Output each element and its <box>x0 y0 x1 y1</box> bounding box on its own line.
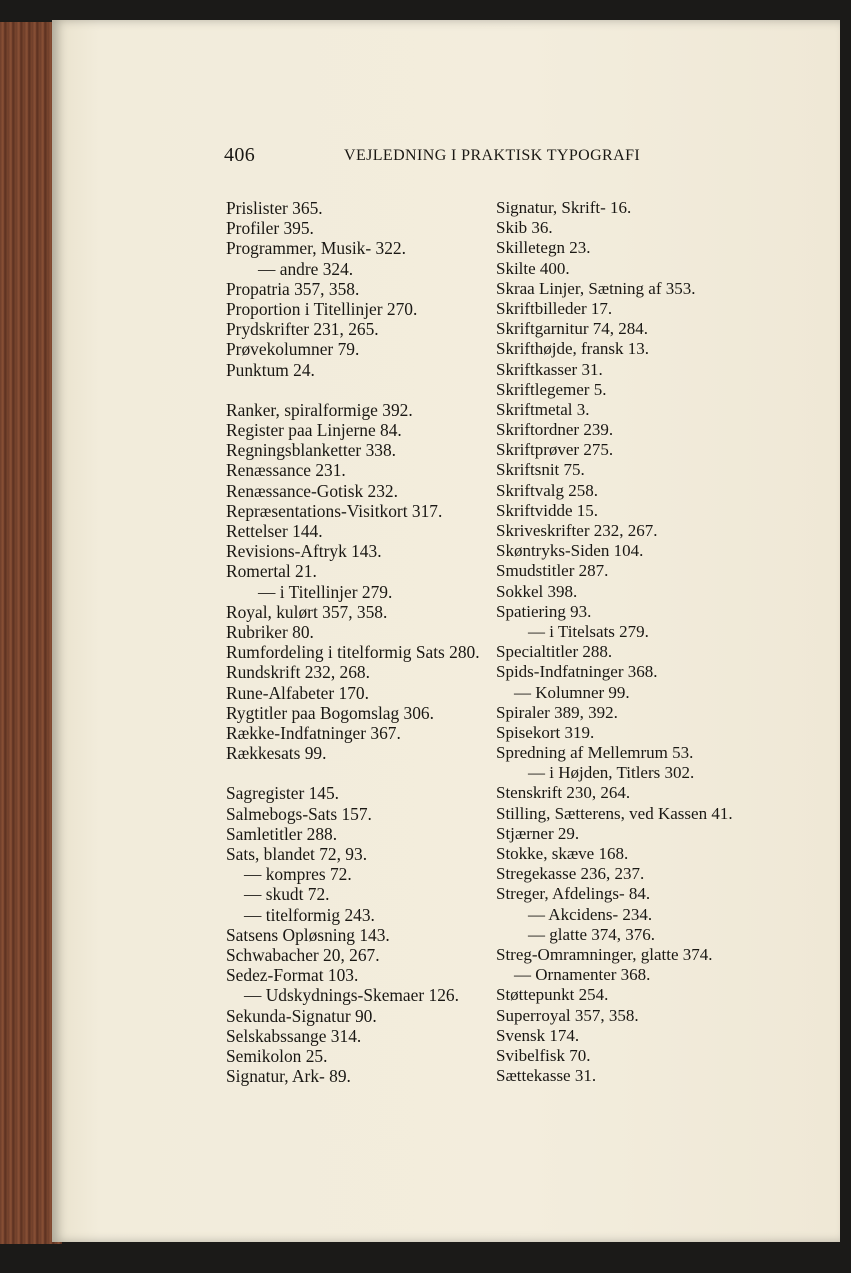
index-entry: Svensk 174. <box>496 1025 580 1045</box>
index-entry: Sedez-Format 103. <box>226 965 359 986</box>
index-entry: Semikolon 25. <box>226 1045 328 1066</box>
index-entry: Stokke, skæve 168. <box>496 844 629 863</box>
index-entry: Skib 36. <box>496 218 553 238</box>
index-entry <box>226 763 496 783</box>
index-entry: Sættekasse 31. <box>496 1066 597 1086</box>
index-entry: Svibelfisk 70. <box>496 1045 591 1065</box>
index-entry: Prydskrifter 231, 265. <box>226 319 379 340</box>
index-entry: — i Titelsats 279. <box>528 621 649 641</box>
index-column-left <box>226 198 496 1086</box>
index-entry: Repræsentations-Visitkort 317. <box>226 500 443 521</box>
index-entry: Spisekort 319. <box>496 722 595 742</box>
index-entry: Register paa Linjerne 84. <box>226 420 402 441</box>
index-entry <box>226 380 496 400</box>
index-entry: Skilletegn 23. <box>496 238 591 258</box>
index-entry: Stilling, Sætterens, ved Kassen 41. <box>496 803 733 823</box>
index-entry: — skudt 72. <box>244 884 330 905</box>
index-entry: — Kolumner 99. <box>514 682 630 702</box>
index-entry: Signatur, Skrift- 16. <box>496 198 632 217</box>
index-entry: — Ornamenter 368. <box>514 965 651 985</box>
index-entry: Propatria 357, 358. <box>226 278 360 299</box>
index-entry: Prislister 365. <box>226 198 323 218</box>
index-entry: Rune-Alfabeter 170. <box>226 682 369 703</box>
index-entry: Superroyal 357, 358. <box>496 1005 639 1025</box>
index-entry: Streger, Afdelings- 84. <box>496 884 651 904</box>
index-entry: Sekunda-Signatur 90. <box>226 1005 377 1026</box>
index-entry: Skøntryks-Siden 104. <box>496 541 644 561</box>
index-entry: Satsens Opløsning 143. <box>226 924 390 945</box>
index-entry: Rettelser 144. <box>226 521 323 541</box>
index-entry: Sagregister 145. <box>226 783 340 804</box>
index-entry: Stenskrift 230, 264. <box>496 783 631 803</box>
index-entry: Romertal 21. <box>226 561 317 582</box>
index-entry: Rækkesats 99. <box>226 743 327 764</box>
index-entry: Renæssance-Gotisk 232. <box>226 480 398 501</box>
index-entry: Sats, blandet 72, 93. <box>226 844 368 864</box>
index-entry: Skriftprøver 275. <box>496 440 614 460</box>
index-entry: Proportion i Titellinjer 270. <box>226 298 418 319</box>
index-entry: Række-Indfatninger 367. <box>226 722 401 743</box>
index-entry: Skriftvidde 15. <box>496 500 598 520</box>
index-entry: Signatur, Ark- 89. <box>226 1066 351 1087</box>
index-entry: — titelformig 243. <box>244 904 375 925</box>
index-entry: Salmebogs-Sats 157. <box>226 803 372 824</box>
index-entry: Punktum 24. <box>226 359 315 380</box>
index-entry: Skriftgarnitur 74, 284. <box>496 319 649 339</box>
index-entry: Skraa Linjer, Sætning af 353. <box>496 278 696 298</box>
index-entry: Skriftbilleder 17. <box>496 298 613 318</box>
index-entry: Spatiering 93. <box>496 601 592 621</box>
page-number: 406 <box>224 144 256 166</box>
index-entry: Profiler 395. <box>226 218 314 239</box>
index-entry: Selskabssange 314. <box>226 1025 362 1046</box>
index-entry: Støttepunkt 254. <box>496 985 609 1005</box>
index-entry: Stregekasse 236, 237. <box>496 864 645 884</box>
index-entry: Skriftvalg 258. <box>496 480 598 500</box>
index-entry: — Akcidens- 234. <box>528 904 653 924</box>
index-entry: Streg-Omramninger, glatte 374. <box>496 944 713 964</box>
index-entry: Samletitler 288. <box>226 823 338 844</box>
index-entry: Spredning af Mellemrum 53. <box>496 743 694 763</box>
index-entry: — i Titellinjer 279. <box>258 581 393 602</box>
index-entry: Skriftkasser 31. <box>496 359 603 379</box>
index-entry: Rygtitler paa Bogomslag 306. <box>226 702 434 723</box>
index-entry: Skriftsnit 75. <box>496 460 585 480</box>
index-entry: Prøvekolumner 79. <box>226 339 360 360</box>
index-column-right <box>496 198 766 1086</box>
index-entry: Ranker, spiralformige 392. <box>226 399 413 420</box>
index-entry: Skrifthøjde, fransk 13. <box>496 339 649 359</box>
index-entry: Stjærner 29. <box>496 823 580 843</box>
index-entry: Skilte 400. <box>496 258 570 278</box>
index-entry: Spids-Indfatninger 368. <box>496 662 658 682</box>
index-entry: Programmer, Musik- 322. <box>226 238 406 259</box>
index-entry: — i Højden, Titlers 302. <box>528 763 695 783</box>
index-entry: Rubriker 80. <box>226 621 314 642</box>
index-entry: Spiraler 389, 392. <box>496 702 618 722</box>
index-entry: Skriveskrifter 232, 267. <box>496 521 658 540</box>
index-entry: Schwabacher 20, 267. <box>226 944 380 965</box>
index-entry: Sokkel 398. <box>496 581 578 601</box>
index-entry: — kompres 72. <box>244 864 352 885</box>
index-entry: Skriftordner 239. <box>496 420 614 440</box>
index-entry: Rumfordeling i titelformig Sats 280. <box>226 642 480 663</box>
index-entry: Skriftlegemer 5. <box>496 379 607 399</box>
index-entry: Renæssance 231. <box>226 460 346 481</box>
running-title: VEJLEDNING I PRAKTISK TYPOGRAFI <box>344 147 641 164</box>
index-entry: Skriftmetal 3. <box>496 399 590 419</box>
index-entry: — glatte 374, 376. <box>528 924 656 944</box>
index-entry: Smudstitler 287. <box>496 561 609 581</box>
index-entry: Revisions-Aftryk 143. <box>226 541 382 562</box>
index-entry: Specialtitler 288. <box>496 642 613 662</box>
page-header <box>224 144 694 174</box>
index-entry: Rundskrift 232, 268. <box>226 662 370 683</box>
index-entry: Regningsblanketter 338. <box>226 440 397 461</box>
index-entry: Royal, kulørt 357, 358. <box>226 601 388 622</box>
index-entry: — Udskydnings-Skemaer 126. <box>244 985 459 1006</box>
book-page <box>52 20 840 1242</box>
index-entry: — andre 324. <box>258 258 354 279</box>
